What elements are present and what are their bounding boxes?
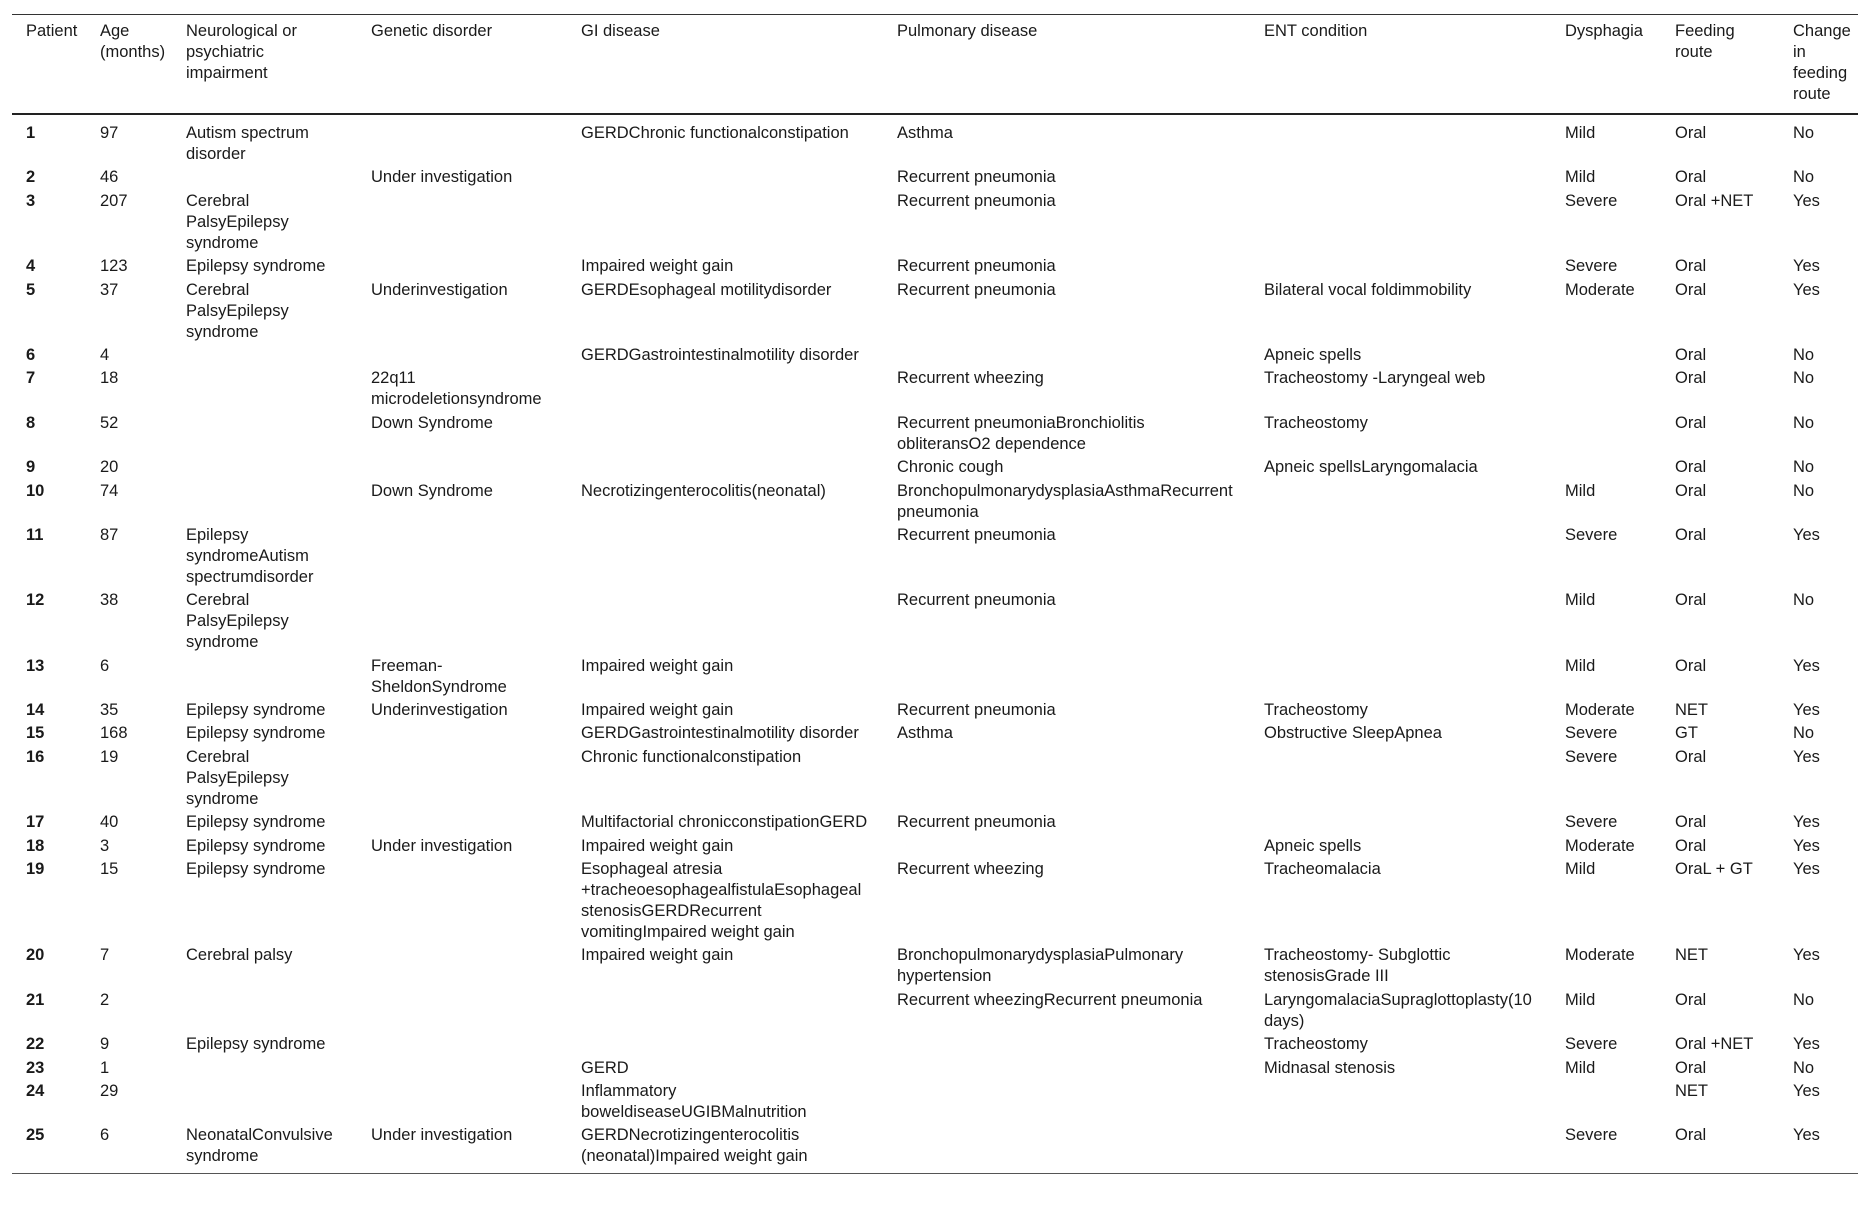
ent-cell (1250, 255, 1551, 278)
dysphagia-cell: Moderate (1565, 701, 1635, 720)
table-row (12, 857, 1858, 943)
pulmonary-cell: Recurrent pneumonia (897, 280, 1056, 299)
genetic-cell: Underinvestigation (371, 280, 508, 299)
feeding-route-cell: Oral (1675, 1058, 1707, 1077)
genetic-cell: Under investigation (371, 168, 513, 187)
feeding-route-cell: OraL + GT (1675, 860, 1753, 879)
age-cell: 74 (100, 481, 119, 500)
column-header-age: Age (months) (100, 22, 166, 61)
neuro-cell (172, 654, 357, 698)
age-cell: 1 (100, 1058, 110, 1077)
column-header-neuro: Neurological or psychiatric impairment (186, 22, 297, 82)
ent-cell (1250, 523, 1551, 588)
dysphagia-cell: Moderate (1565, 280, 1635, 299)
pulmonary-cell (883, 834, 1250, 857)
genetic-cell (357, 343, 567, 366)
change-feeding-cell: Yes (1793, 280, 1820, 299)
ent-cell: LaryngomalaciaSupraglottoplasty(10 days) (1264, 990, 1532, 1030)
pulmonary-cell: Recurrent pneumonia (897, 701, 1056, 720)
neuro-cell (172, 367, 357, 411)
pulmonary-cell (883, 1079, 1250, 1123)
patient-id-cell: 12 (26, 591, 45, 610)
neuro-cell: Epilepsy syndrome (186, 860, 326, 879)
gi-cell: Multifactorial chronicconstipationGERD (581, 813, 868, 832)
table-row (12, 278, 1858, 343)
patient-id-cell: 14 (26, 701, 45, 720)
table-row (12, 166, 1858, 189)
dysphagia-cell: Severe (1565, 1035, 1618, 1054)
dysphagia-cell: Mild (1565, 990, 1596, 1009)
ent-cell: Tracheostomy (1264, 1035, 1368, 1054)
genetic-cell (357, 189, 567, 254)
dysphagia-cell (1551, 367, 1661, 411)
age-cell: 29 (100, 1081, 119, 1100)
genetic-cell (357, 523, 567, 588)
change-feeding-cell: Yes (1793, 1035, 1820, 1054)
ent-cell (1250, 1124, 1551, 1174)
neuro-cell (172, 479, 357, 523)
feeding-route-cell: Oral (1675, 591, 1707, 610)
pulmonary-cell: Recurrent wheezing (897, 860, 1044, 879)
change-feeding-cell: Yes (1793, 525, 1820, 544)
dysphagia-cell: Moderate (1565, 836, 1635, 855)
gi-cell: Chronic functionalconstipation (581, 747, 802, 766)
gi-cell (567, 523, 883, 588)
pulmonary-cell: Chronic cough (897, 458, 1004, 477)
feeding-route-cell: Oral (1675, 656, 1707, 675)
table-row (12, 698, 1858, 721)
neuro-cell (172, 343, 357, 366)
patient-id-cell: 6 (26, 345, 36, 364)
pulmonary-cell: Recurrent wheezing (897, 369, 1044, 388)
feeding-route-cell: Oral (1675, 525, 1707, 544)
table-row (12, 589, 1858, 654)
neuro-cell (172, 411, 357, 455)
genetic-cell (357, 255, 567, 278)
patient-id-cell: 15 (26, 724, 45, 743)
genetic-cell (357, 589, 567, 654)
feeding-route-cell: NET (1675, 946, 1708, 965)
dysphagia-cell: Moderate (1565, 946, 1635, 965)
patient-id-cell: 17 (26, 813, 45, 832)
table-row (12, 1033, 1858, 1056)
feeding-route-cell: Oral (1675, 836, 1707, 855)
neuro-cell: NeonatalConvulsive syndrome (186, 1126, 333, 1166)
dysphagia-cell (1551, 1079, 1661, 1123)
dysphagia-cell: Severe (1565, 525, 1618, 544)
age-cell: 40 (100, 813, 119, 832)
dysphagia-cell: Mild (1565, 481, 1596, 500)
ent-cell (1250, 479, 1551, 523)
ent-cell: Apneic spells (1264, 345, 1362, 364)
age-cell: 87 (100, 525, 119, 544)
ent-cell (1250, 654, 1551, 698)
column-header-gi: GI disease (581, 22, 660, 40)
patient-id-cell: 11 (26, 525, 44, 544)
age-cell: 6 (100, 656, 110, 675)
ent-cell: Tracheostomy -Laryngeal web (1264, 369, 1486, 388)
change-feeding-cell: Yes (1793, 946, 1820, 965)
feeding-route-cell: Oral (1675, 990, 1707, 1009)
pulmonary-cell: Recurrent pneumonia (897, 257, 1056, 276)
gi-cell: GERDGastrointestinalmotility disorder (581, 345, 859, 364)
change-feeding-cell: No (1793, 591, 1815, 610)
pulmonary-cell: Asthma (897, 124, 953, 142)
feeding-route-cell: Oral (1675, 813, 1707, 832)
column-header-ent: ENT condition (1264, 22, 1368, 40)
table-body (12, 114, 1858, 1174)
gi-cell: GERD (581, 1058, 629, 1077)
age-cell: 3 (100, 836, 110, 855)
genetic-cell (357, 1056, 567, 1079)
age-cell: 52 (100, 413, 119, 432)
patient-id-cell: 23 (26, 1058, 45, 1077)
age-cell: 15 (100, 860, 119, 879)
pulmonary-cell (883, 1056, 1250, 1079)
neuro-cell: Epilepsy syndrome (186, 813, 326, 832)
change-feeding-cell: Yes (1793, 257, 1820, 276)
table-row (12, 811, 1858, 834)
genetic-cell: Down Syndrome (371, 413, 493, 432)
change-feeding-cell: No (1793, 124, 1815, 142)
table-row (12, 479, 1858, 523)
age-cell: 168 (100, 724, 128, 743)
feeding-route-cell: Oral (1675, 345, 1707, 364)
ent-cell: Tracheostomy- Subglottic stenosisGrade III (1264, 946, 1451, 986)
feeding-route-cell: Oral (1675, 369, 1707, 388)
pulmonary-cell: Asthma (897, 724, 953, 743)
change-feeding-cell: Yes (1793, 860, 1820, 879)
column-header-genetic: Genetic disorder (371, 22, 493, 40)
age-cell: 123 (100, 257, 128, 276)
feeding-route-cell: Oral (1675, 168, 1707, 187)
age-cell: 37 (100, 280, 119, 299)
pulmonary-cell: BronchopulmonarydysplasiaAsthmaRecurrent pneumonia (897, 481, 1233, 521)
age-cell: 207 (100, 191, 128, 210)
feeding-route-cell: Oral +NET (1675, 1035, 1754, 1054)
change-feeding-cell: No (1793, 481, 1815, 500)
pulmonary-cell (883, 343, 1250, 366)
feeding-route-cell: NET (1675, 1081, 1708, 1100)
dysphagia-cell: Severe (1565, 257, 1618, 276)
genetic-cell (357, 1079, 567, 1123)
neuro-cell: Cerebral palsy (186, 946, 293, 965)
pulmonary-cell (883, 745, 1250, 810)
patient-id-cell: 1 (26, 124, 36, 142)
neuro-cell: Cerebral PalsyEpilepsy syndrome (186, 591, 289, 652)
genetic-cell (357, 1033, 567, 1056)
gi-cell (567, 589, 883, 654)
age-cell: 97 (100, 124, 119, 142)
column-header-pulmonary: Pulmonary disease (897, 22, 1038, 40)
change-feeding-cell: Yes (1793, 1126, 1820, 1145)
table-row (12, 367, 1858, 411)
change-feeding-cell: No (1793, 990, 1815, 1009)
dysphagia-cell: Mild (1565, 860, 1596, 879)
age-cell: 9 (100, 1035, 110, 1054)
patient-id-cell: 8 (26, 413, 36, 432)
patient-id-cell: 3 (26, 191, 36, 210)
genetic-cell: Underinvestigation (371, 701, 508, 720)
neuro-cell: Cerebral PalsyEpilepsy syndrome (186, 191, 289, 252)
gi-cell (567, 166, 883, 189)
feeding-route-cell: Oral (1675, 280, 1707, 299)
dysphagia-cell: Mild (1565, 591, 1596, 610)
age-cell: 18 (100, 369, 119, 388)
table-row (12, 411, 1858, 455)
feeding-route-cell: NET (1675, 701, 1708, 720)
neuro-cell (172, 1056, 357, 1079)
header-row (12, 15, 1858, 115)
gi-cell: Necrotizingenterocolitis(neonatal) (581, 481, 826, 500)
gi-cell: Impaired weight gain (581, 656, 734, 675)
dysphagia-cell (1551, 343, 1661, 366)
age-cell: 19 (100, 747, 119, 766)
table-row (12, 456, 1858, 479)
ent-cell (1250, 1079, 1551, 1123)
genetic-cell (357, 944, 567, 988)
pulmonary-cell: Recurrent pneumonia (897, 168, 1056, 187)
pulmonary-cell: Recurrent pneumonia (897, 813, 1056, 832)
ent-cell (1250, 114, 1551, 166)
genetic-cell (357, 722, 567, 745)
gi-cell: GERDGastrointestinalmotility disorder (581, 724, 859, 743)
table-row (12, 343, 1858, 366)
change-feeding-cell: Yes (1793, 656, 1820, 675)
ent-cell: Tracheomalacia (1264, 860, 1381, 879)
dysphagia-cell: Severe (1565, 747, 1618, 766)
pulmonary-cell: Recurrent pneumonia (897, 525, 1056, 544)
age-cell: 4 (100, 345, 110, 364)
age-cell: 20 (100, 458, 119, 477)
patient-id-cell: 16 (26, 747, 45, 766)
age-cell: 35 (100, 701, 119, 720)
dysphagia-cell (1551, 411, 1661, 455)
dysphagia-cell: Mild (1565, 656, 1596, 675)
change-feeding-cell: Yes (1793, 191, 1820, 210)
pulmonary-cell: Recurrent wheezingRecurrent pneumonia (897, 990, 1203, 1009)
neuro-cell: Cerebral PalsyEpilepsy syndrome (186, 280, 289, 341)
dysphagia-cell: Severe (1565, 724, 1618, 743)
dysphagia-cell (1551, 456, 1661, 479)
genetic-cell: Under investigation (371, 1126, 513, 1145)
patient-id-cell: 10 (26, 481, 45, 500)
gi-cell: Impaired weight gain (581, 836, 734, 855)
ent-cell (1250, 189, 1551, 254)
table-header (12, 15, 1858, 115)
gi-cell: Impaired weight gain (581, 946, 734, 965)
pulmonary-cell (883, 654, 1250, 698)
genetic-cell: Down Syndrome (371, 481, 493, 500)
neuro-cell: Epilepsy syndrome (186, 1035, 326, 1054)
dysphagia-cell: Mild (1565, 124, 1596, 142)
ent-cell: Obstructive SleepApnea (1264, 724, 1442, 743)
change-feeding-cell: Yes (1793, 836, 1820, 855)
neuro-cell: Epilepsy syndromeAutism spectrumdisorder (186, 525, 314, 586)
column-header-dysphagia: Dysphagia (1565, 22, 1643, 40)
table-row (12, 745, 1858, 810)
change-feeding-cell: Yes (1793, 1081, 1820, 1100)
gi-cell: GERDNecrotizingenterocolitis (neonatal)Impaired weight gain (581, 1126, 808, 1166)
feeding-route-cell: Oral (1675, 747, 1707, 766)
neuro-cell (172, 988, 357, 1032)
feeding-route-cell: Oral (1675, 257, 1707, 276)
patient-id-cell: 21 (26, 990, 45, 1009)
neuro-cell (172, 456, 357, 479)
patient-id-cell: 13 (26, 656, 45, 675)
ent-cell (1250, 589, 1551, 654)
genetic-cell (357, 114, 567, 166)
patient-table-container (12, 14, 1858, 1174)
patient-id-cell: 24 (26, 1081, 45, 1100)
ent-cell: Apneic spells (1264, 836, 1362, 855)
genetic-cell (357, 811, 567, 834)
table-row (12, 834, 1858, 857)
neuro-cell: Epilepsy syndrome (186, 701, 326, 720)
ent-cell (1250, 811, 1551, 834)
patient-table (12, 14, 1858, 1174)
change-feeding-cell: No (1793, 724, 1815, 743)
ent-cell: Apneic spellsLaryngomalacia (1264, 458, 1478, 477)
dysphagia-cell: Severe (1565, 191, 1618, 210)
gi-cell: Esophageal atresia +tracheoesophagealfistulaEsophageal stenosisGERDRecurrent vomitingImpaired weight gain (581, 860, 862, 942)
gi-cell (567, 1033, 883, 1056)
genetic-cell (357, 988, 567, 1032)
pulmonary-cell: BronchopulmonarydysplasiaPulmonary hypertension (897, 946, 1184, 986)
dysphagia-cell: Severe (1565, 1126, 1618, 1145)
age-cell: 6 (100, 1126, 110, 1145)
gi-cell (567, 367, 883, 411)
age-cell: 2 (100, 990, 110, 1009)
table-row (12, 255, 1858, 278)
table-row (12, 114, 1858, 166)
table-row (12, 722, 1858, 745)
change-feeding-cell: No (1793, 413, 1815, 432)
patient-id-cell: 20 (26, 946, 45, 965)
neuro-cell: Autism spectrum disorder (186, 124, 309, 163)
genetic-cell: Freeman-SheldonSyndrome (371, 656, 507, 696)
feeding-route-cell: GT (1675, 724, 1698, 743)
patient-id-cell: 4 (26, 257, 36, 276)
table-row (12, 988, 1858, 1032)
patient-id-cell: 5 (26, 280, 36, 299)
gi-cell: Inflammatory boweldiseaseUGIBMalnutrition (581, 1081, 807, 1121)
feeding-route-cell: Oral +NET (1675, 191, 1754, 210)
table-row (12, 523, 1858, 588)
column-header-change: Change in feeding route (1793, 22, 1851, 103)
gi-cell (567, 988, 883, 1032)
change-feeding-cell: Yes (1793, 813, 1820, 832)
ent-cell: Bilateral vocal foldimmobility (1264, 280, 1472, 299)
dysphagia-cell: Mild (1565, 1058, 1596, 1077)
table-row (12, 654, 1858, 698)
gi-cell (567, 456, 883, 479)
gi-cell: GERDEsophageal motilitydisorder (581, 280, 832, 299)
genetic-cell (357, 857, 567, 943)
neuro-cell: Cerebral PalsyEpilepsy syndrome (186, 747, 289, 808)
pulmonary-cell (883, 1033, 1250, 1056)
patient-id-cell: 19 (26, 860, 45, 879)
patient-id-cell: 25 (26, 1126, 45, 1145)
age-cell: 46 (100, 168, 119, 187)
neuro-cell: Epilepsy syndrome (186, 724, 326, 743)
feeding-route-cell: Oral (1675, 124, 1707, 142)
gi-cell (567, 411, 883, 455)
ent-cell: Midnasal stenosis (1264, 1058, 1396, 1077)
genetic-cell: 22q11 microdeletionsyndrome (371, 369, 542, 409)
change-feeding-cell: No (1793, 1058, 1815, 1077)
age-cell: 7 (100, 946, 110, 965)
ent-cell (1250, 745, 1551, 810)
feeding-route-cell: Oral (1675, 413, 1707, 432)
gi-cell: Impaired weight gain (581, 257, 734, 276)
patient-id-cell: 7 (26, 369, 36, 388)
change-feeding-cell: No (1793, 168, 1815, 187)
patient-id-cell: 2 (26, 168, 36, 187)
change-feeding-cell: No (1793, 369, 1815, 388)
change-feeding-cell: Yes (1793, 747, 1820, 766)
patient-id-cell: 18 (26, 836, 45, 855)
table-row (12, 1124, 1858, 1174)
genetic-cell: Under investigation (371, 836, 513, 855)
feeding-route-cell: Oral (1675, 481, 1707, 500)
neuro-cell (172, 166, 357, 189)
table-row (12, 189, 1858, 254)
feeding-route-cell: Oral (1675, 458, 1707, 477)
column-header-feeding: Feeding route (1675, 22, 1735, 61)
gi-cell (567, 189, 883, 254)
change-feeding-cell: Yes (1793, 701, 1820, 720)
change-feeding-cell: No (1793, 458, 1815, 477)
pulmonary-cell: Recurrent pneumoniaBronchiolitis obliteransO2 dependence (897, 413, 1145, 453)
table-row (12, 944, 1858, 988)
genetic-cell (357, 745, 567, 810)
feeding-route-cell: Oral (1675, 1126, 1707, 1145)
neuro-cell: Epilepsy syndrome (186, 257, 326, 276)
change-feeding-cell: No (1793, 345, 1815, 364)
gi-cell: GERDChronic functionalconstipation (581, 124, 849, 142)
dysphagia-cell: Severe (1565, 813, 1618, 832)
neuro-cell (172, 1079, 357, 1123)
table-row (12, 1079, 1858, 1123)
dysphagia-cell: Mild (1565, 168, 1596, 187)
age-cell: 38 (100, 591, 119, 610)
column-header-patient: Patient (26, 22, 78, 40)
neuro-cell: Epilepsy syndrome (186, 836, 326, 855)
patient-id-cell: 22 (26, 1035, 45, 1054)
patient-id-cell: 9 (26, 458, 36, 477)
ent-cell: Tracheostomy (1264, 413, 1368, 432)
ent-cell (1250, 166, 1551, 189)
pulmonary-cell: Recurrent pneumonia (897, 191, 1056, 210)
pulmonary-cell (883, 1124, 1250, 1174)
pulmonary-cell: Recurrent pneumonia (897, 591, 1056, 610)
ent-cell: Tracheostomy (1264, 701, 1368, 720)
table-row (12, 1056, 1858, 1079)
genetic-cell (357, 456, 567, 479)
gi-cell: Impaired weight gain (581, 701, 734, 720)
